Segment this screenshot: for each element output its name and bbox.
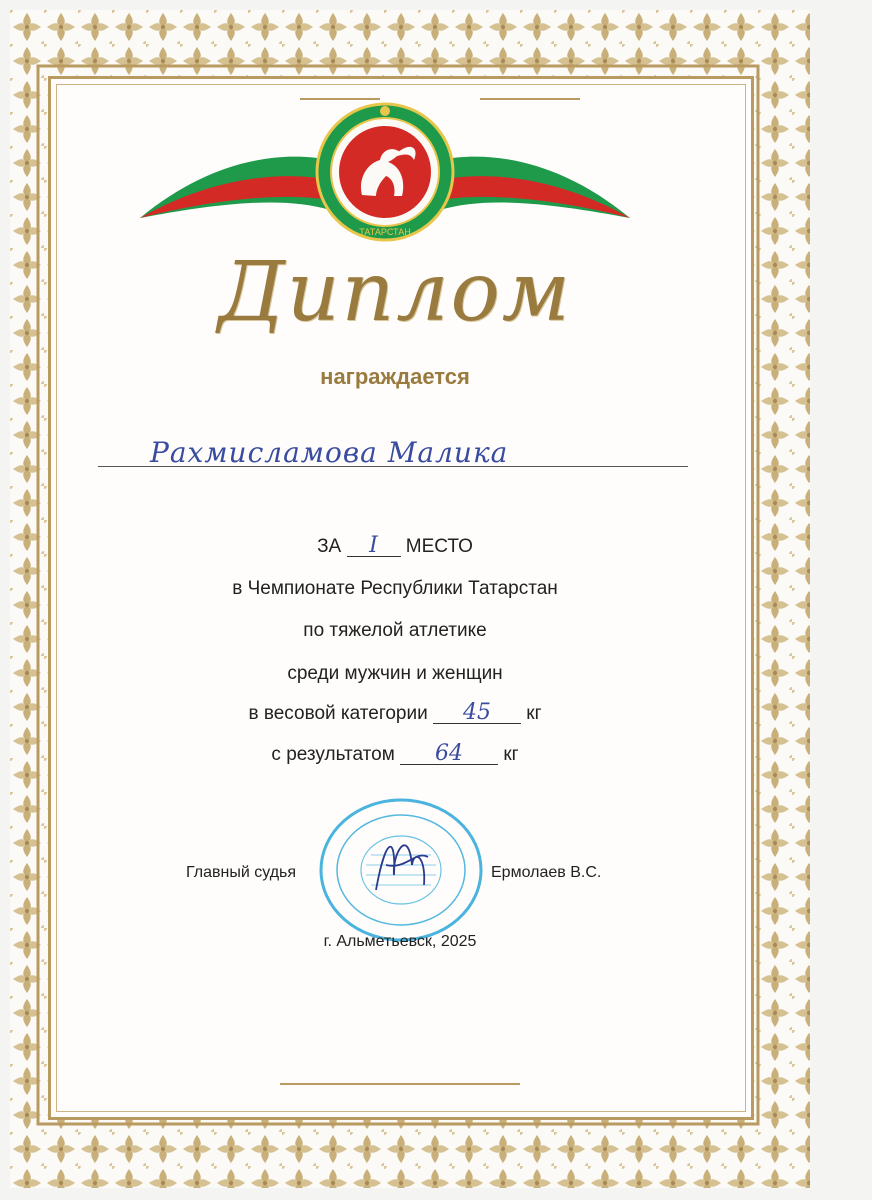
weight-line <box>0 700 790 725</box>
championship-line: в Чемпионате Республики Татарстан <box>232 578 558 599</box>
result-value: 64 <box>400 744 498 765</box>
awarded-label: награждается <box>320 364 470 389</box>
place-line <box>0 533 790 558</box>
result-line <box>0 741 790 766</box>
recipient-name: Рахмисламова Малика <box>150 436 509 469</box>
weight-unit: кг <box>526 703 542 724</box>
city-year: г. Альметьевск, 2025 <box>323 933 477 950</box>
place-prefix: ЗА <box>317 536 342 557</box>
weight-value: 45 <box>433 703 521 724</box>
weight-prefix: в весовой категории <box>248 703 428 724</box>
result-unit: кг <box>503 744 519 765</box>
emblem-caption: ТАТАРСТАН <box>359 227 411 237</box>
bottom-rule <box>80 1074 740 1094</box>
judge-name: Ермолаев В.С. <box>491 864 602 881</box>
official-stamp <box>316 795 486 945</box>
recipient-underline <box>98 466 688 467</box>
result-prefix: с результатом <box>271 744 395 765</box>
judge-label: Главный судья <box>186 864 297 881</box>
tatarstan-coat-of-arms-icon <box>130 100 640 250</box>
among-line: среди мужчин и женщин <box>287 663 503 684</box>
place-value: I <box>347 536 401 557</box>
place-suffix: МЕСТО <box>405 536 473 557</box>
diploma-title: Диплом <box>218 245 572 340</box>
sport-line: по тяжелой атлетике <box>303 620 487 641</box>
